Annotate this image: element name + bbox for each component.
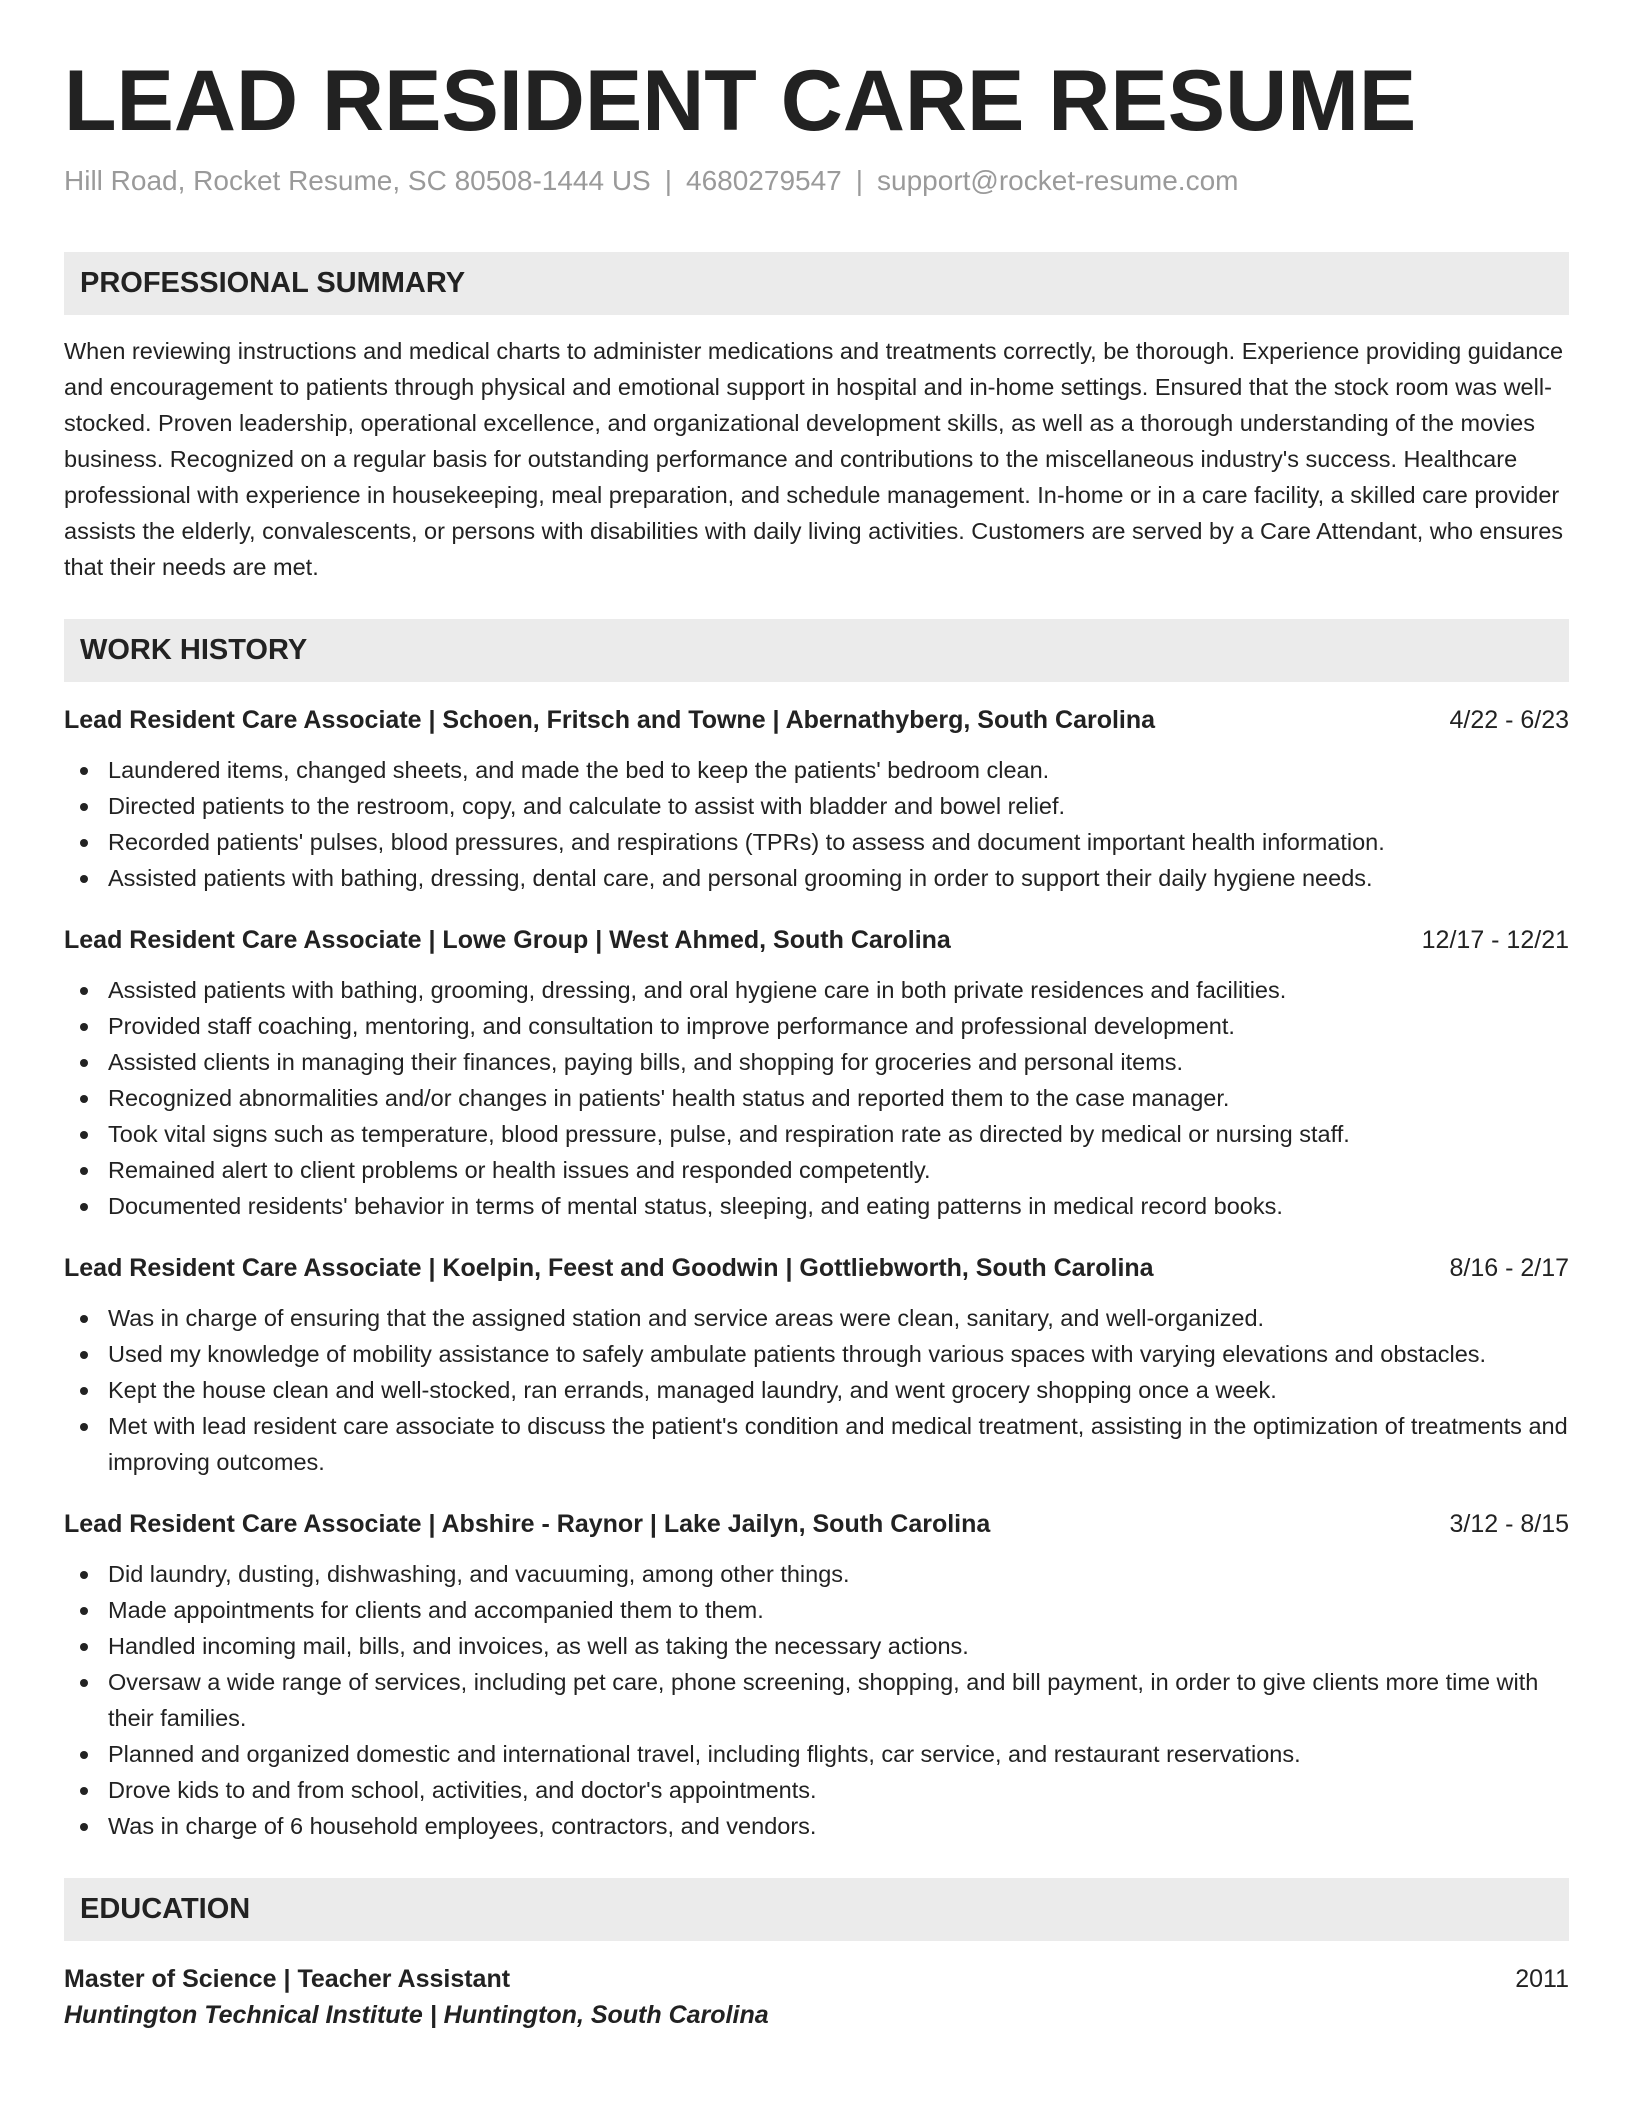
job-bullet: Directed patients to the restroom, copy, and calculate to assist with bladder and bowel relief. [64, 788, 1569, 824]
job-entry [64, 702, 1569, 896]
job-bullet: Remained alert to client problems or health issues and responded competently. [64, 1152, 1569, 1188]
job-bullet-list [64, 752, 1569, 896]
job-bullet: Provided staff coaching, mentoring, and consultation to improve performance and professional development. [64, 1008, 1569, 1044]
job-entry [64, 1250, 1569, 1480]
job-entry [64, 1506, 1569, 1844]
job-title: Lead Resident Care Associate | Schoen, Fritsch and Towne | Abernathyberg, South Carolina [64, 705, 1156, 734]
contact-line [64, 163, 1569, 199]
job-header [64, 1506, 1569, 1542]
job-bullet: Assisted patients with bathing, dressing, dental care, and personal grooming in order to support their daily hygiene needs. [64, 860, 1569, 896]
job-bullet: Took vital signs such as temperature, blood pressure, pulse, and respiration rate as directed by medical or nursing staff. [64, 1116, 1569, 1152]
job-bullet: Kept the house clean and well-stocked, ran errands, managed laundry, and went grocery shopping once a week. [64, 1372, 1569, 1408]
contact-address: Hill Road, Rocket Resume, SC 80508-1444 US [64, 165, 651, 197]
job-entry [64, 922, 1569, 1224]
education-year: 2011 [1515, 1964, 1569, 1993]
education-entry [64, 1961, 1569, 2033]
job-title: Lead Resident Care Associate | Lowe Group | West Ahmed, South Carolina [64, 925, 951, 954]
job-bullet: Documented residents' behavior in terms of mental status, sleeping, and eating patterns in medical record books. [64, 1188, 1569, 1224]
job-title: Lead Resident Care Associate | Abshire - Raynor | Lake Jailyn, South Carolina [64, 1509, 991, 1538]
job-bullet: Planned and organized domestic and international travel, including flights, car service, and restaurant reservations. [64, 1736, 1569, 1772]
education-header [64, 1961, 1569, 1997]
summary-section-header: PROFESSIONAL SUMMARY [64, 252, 1569, 315]
job-bullet-list [64, 1556, 1569, 1844]
job-bullet: Was in charge of 6 household employees, contractors, and vendors. [64, 1808, 1569, 1844]
summary-text: When reviewing instructions and medical charts to administer medications and treatments correctly, be thorough. Experience providing guidance and encouragement to patients through physical and emotional support in hospital and in-home settings. Ensured that the stock room was well-stocked. Proven leadership, operational excellence, and organizational development skills, as well as a thorough understanding of the movies business. Recognized on a regular basis for outstanding performance and contributions to the miscellaneous industry's success. Healthcare professional with experience in housekeeping, meal preparation, and schedule management. In-home or in a care facility, a skilled care provider assists the elderly, convalescents, or persons with disabilities with daily living activities. Customers are served by a Care Attendant, who ensures that their needs are met. [64, 337, 1564, 580]
education-section-header: EDUCATION [64, 1878, 1569, 1941]
job-title: Lead Resident Care Associate | Koelpin, Feest and Goodwin | Gottliebworth, South Carolina [64, 1253, 1154, 1282]
job-bullet: Was in charge of ensuring that the assigned station and service areas were clean, sanitary, and well-organized. [64, 1300, 1569, 1336]
job-bullet: Oversaw a wide range of services, including pet care, phone screening, shopping, and bill payment, in order to give clients more time with their families. [64, 1664, 1569, 1736]
job-header [64, 1250, 1569, 1286]
job-bullet: Handled incoming mail, bills, and invoices, as well as taking the necessary actions. [64, 1628, 1569, 1664]
education-degree: Master of Science | Teacher Assistant [64, 1964, 511, 1993]
job-dates: 3/12 - 8/15 [1449, 1509, 1569, 1538]
job-bullet: Drove kids to and from school, activities, and doctor's appointments. [64, 1772, 1569, 1808]
job-bullet: Assisted clients in managing their finances, paying bills, and shopping for groceries and personal items. [64, 1044, 1569, 1080]
resume-title: LEAD RESIDENT CARE RESUME [64, 53, 1417, 149]
job-dates: 12/17 - 12/21 [1421, 925, 1569, 954]
job-header [64, 922, 1569, 958]
job-bullet-list [64, 1300, 1569, 1480]
job-bullet: Met with lead resident care associate to discuss the patient's condition and medical treatment, assisting in the optimization of treatments and improving outcomes. [64, 1408, 1569, 1480]
contact-separator: | [664, 165, 673, 197]
job-bullet: Assisted patients with bathing, grooming, dressing, and oral hygiene care in both private residences and facilities. [64, 972, 1569, 1008]
work-history-list [64, 702, 1569, 1844]
job-dates: 8/16 - 2/17 [1449, 1253, 1569, 1282]
job-bullet: Recognized abnormalities and/or changes in patients' health status and reported them to the case manager. [64, 1080, 1569, 1116]
work-section-header: WORK HISTORY [64, 619, 1569, 682]
job-bullet: Did laundry, dusting, dishwashing, and vacuuming, among other things. [64, 1556, 1569, 1592]
contact-phone: 4680279547 [686, 165, 842, 197]
education-school: Huntington Technical Institute | Huntington, South Carolina [64, 2000, 769, 2029]
contact-email[interactable]: support@rocket-resume.com [877, 165, 1239, 197]
job-bullet: Laundered items, changed sheets, and made the bed to keep the patients' bedroom clean. [64, 752, 1569, 788]
job-bullet: Recorded patients' pulses, blood pressures, and respirations (TPRs) to assess and document important health information. [64, 824, 1569, 860]
job-bullet: Used my knowledge of mobility assistance to safely ambulate patients through various spaces with varying elevations and obstacles. [64, 1336, 1569, 1372]
job-dates: 4/22 - 6/23 [1449, 705, 1569, 734]
contact-separator: | [855, 165, 864, 197]
job-bullet: Made appointments for clients and accompanied them to them. [64, 1592, 1569, 1628]
job-header [64, 702, 1569, 738]
job-bullet-list [64, 972, 1569, 1224]
